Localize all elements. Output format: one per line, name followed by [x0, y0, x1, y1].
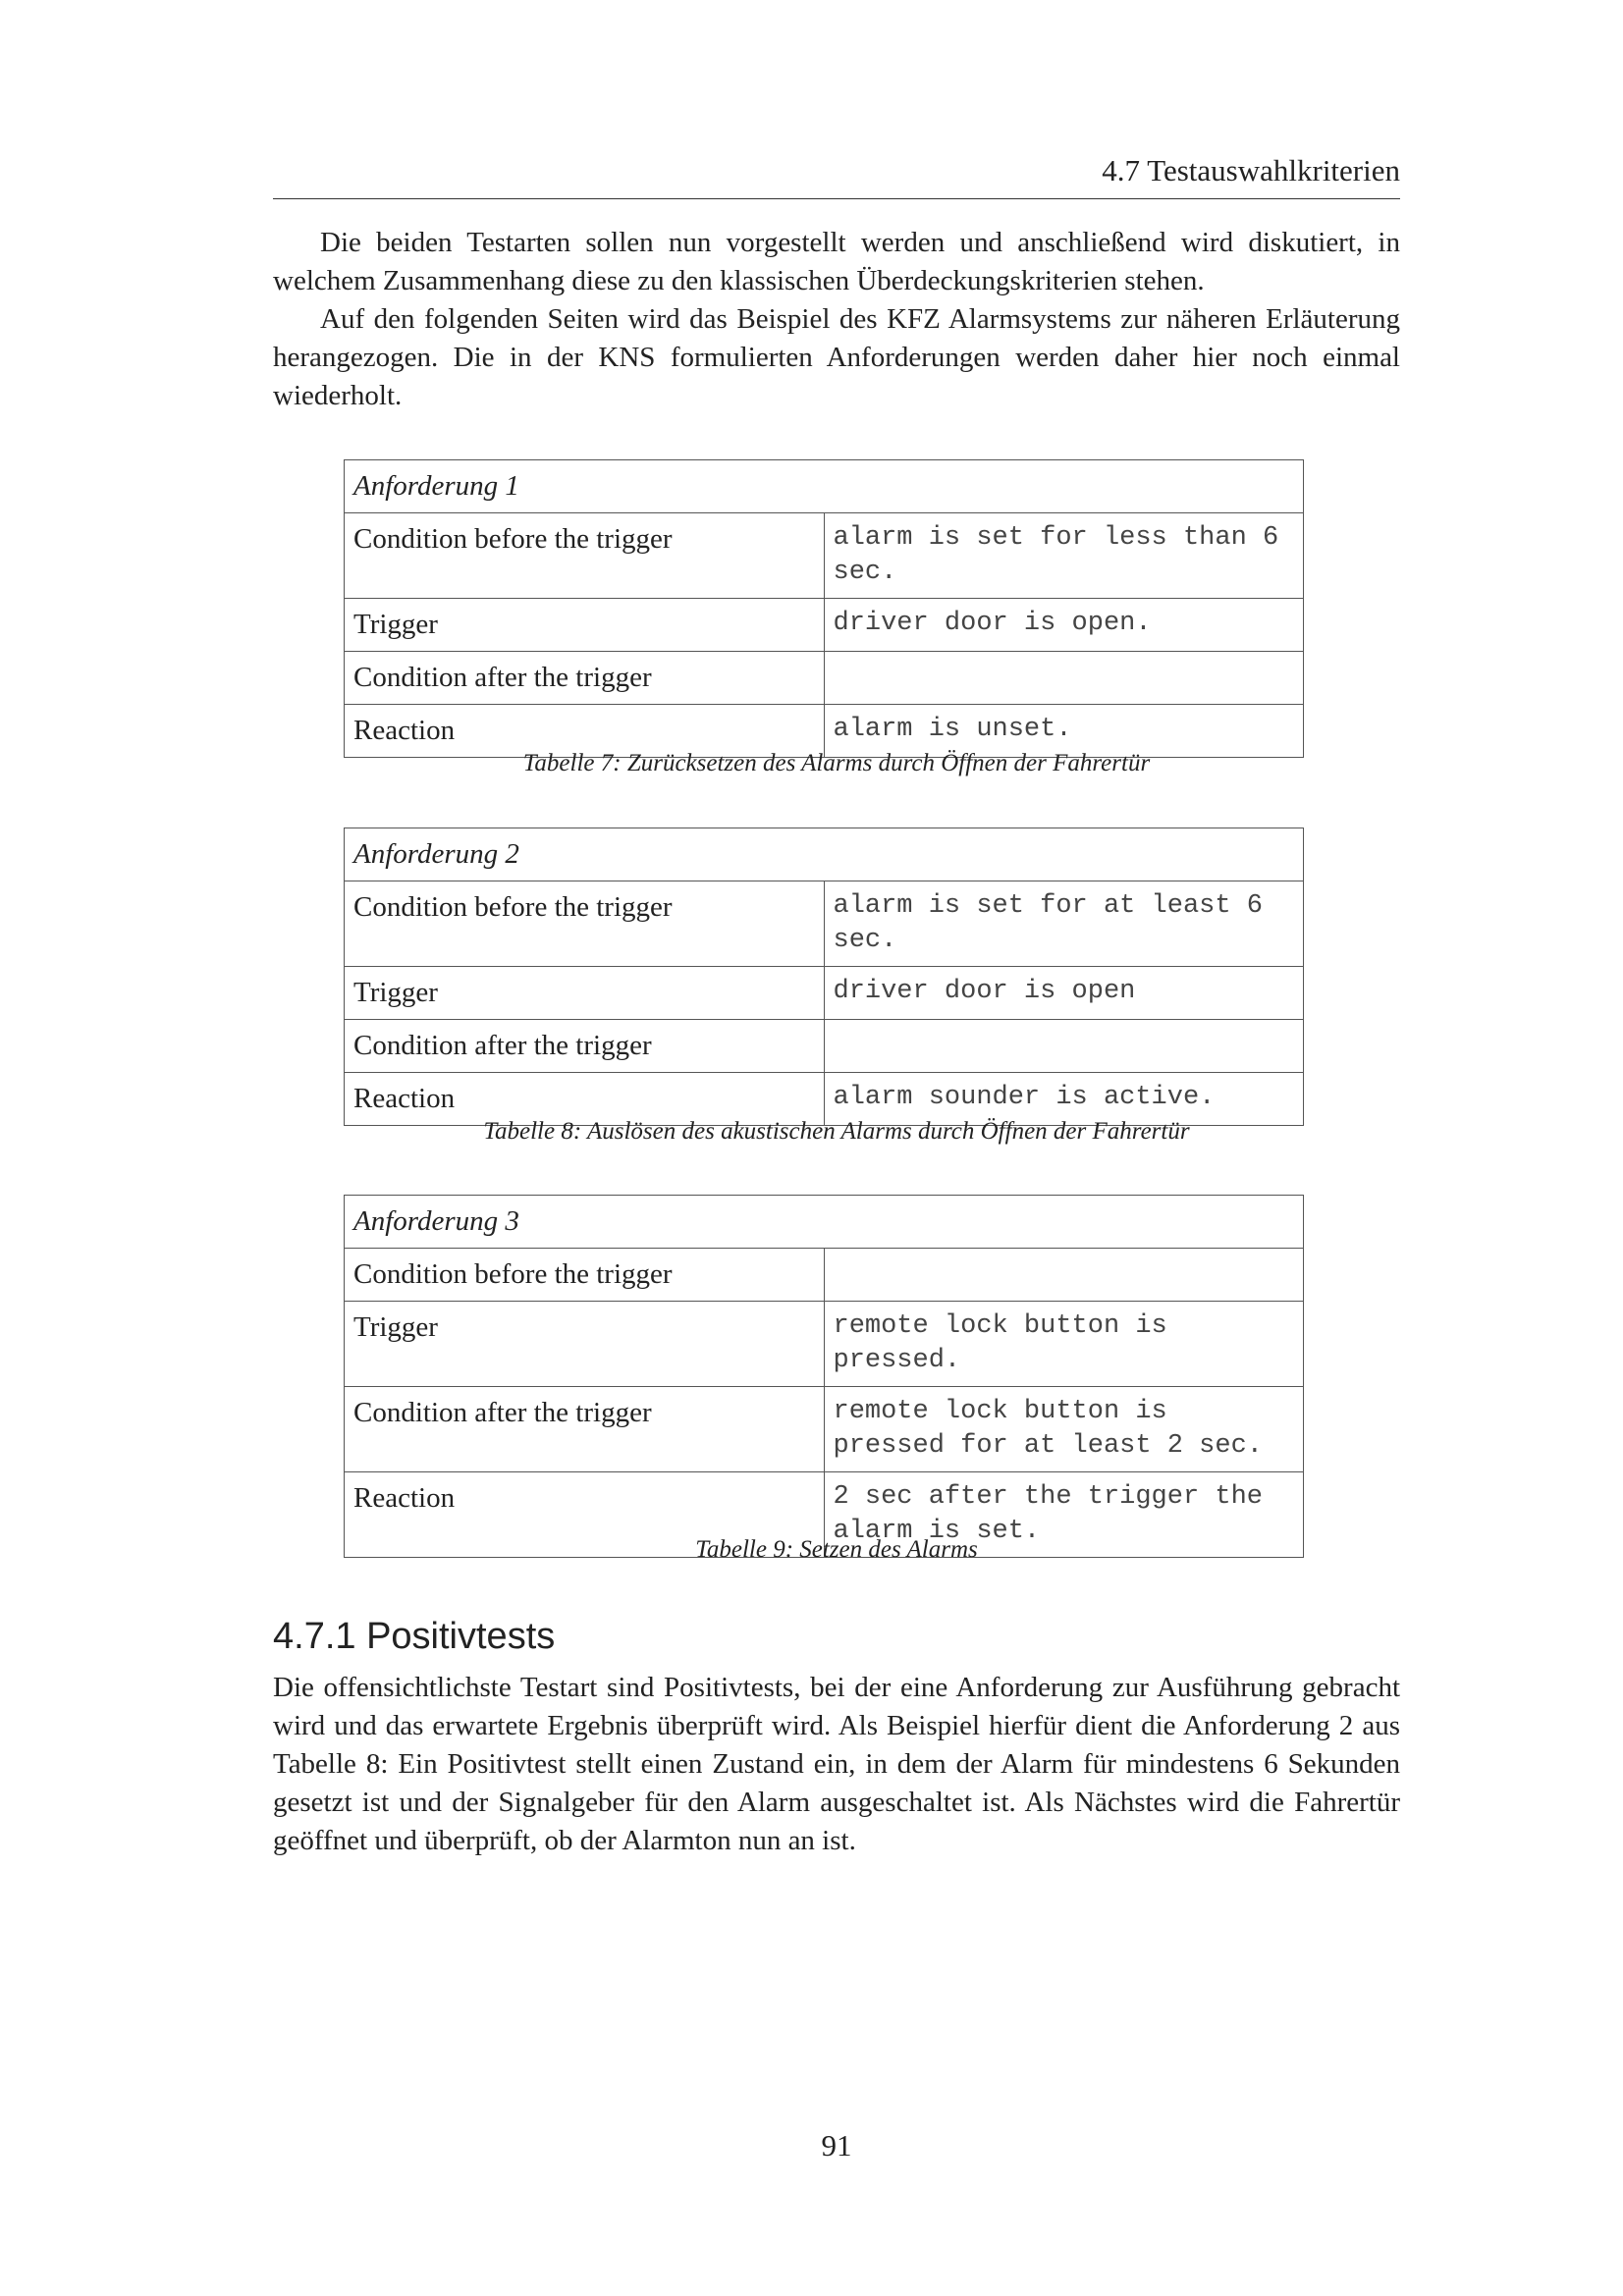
row-label: Condition before the trigger	[345, 881, 825, 967]
intro-paragraph-2: Auf den folgenden Seiten wird das Beispiel des KFZ Alarmsystems zur näheren Erläuterung herangezogen. Die in der KNS formulierten Anforderungen werden daher hier noch einmal wiederholt.	[273, 303, 1400, 411]
table-caption-9: Tabelle 9: Setzen des Alarms	[695, 1536, 978, 1563]
requirement-table-1	[344, 459, 1304, 758]
row-label: Trigger	[345, 1302, 825, 1387]
row-value: alarm is set for at least 6 sec.	[824, 881, 1304, 967]
row-value	[824, 1020, 1304, 1073]
row-label: Condition before the trigger	[345, 1249, 825, 1302]
row-label: Trigger	[345, 967, 825, 1020]
table-heading: Anforderung 1	[345, 460, 1304, 513]
row-label: Reaction	[345, 1073, 825, 1126]
row-value: remote lock button is pressed.	[824, 1302, 1304, 1387]
row-value: driver door is open.	[824, 599, 1304, 652]
row-value	[824, 652, 1304, 705]
row-label: Condition after the trigger	[345, 1387, 825, 1472]
row-value: alarm is set for less than 6 sec.	[824, 513, 1304, 599]
row-label: Reaction	[345, 1472, 825, 1558]
running-header: 4.7 Testauswahlkriterien	[273, 153, 1400, 199]
row-value	[824, 1249, 1304, 1302]
row-value: alarm is unset.	[824, 705, 1304, 758]
table-heading: Anforderung 3	[345, 1196, 1304, 1249]
section-heading: 4.7.1 Positivtests	[273, 1616, 556, 1657]
table-heading: Anforderung 2	[345, 828, 1304, 881]
row-value: remote lock button is pressed for at least 2 sec.	[824, 1387, 1304, 1472]
table-caption-7: Tabelle 7: Zurücksetzen des Alarms durch Öffnen der Fahrertür	[522, 750, 1151, 776]
requirement-table-2	[344, 828, 1304, 1126]
row-label: Reaction	[345, 705, 825, 758]
row-value: driver door is open	[824, 967, 1304, 1020]
row-value: alarm sounder is active.	[824, 1073, 1304, 1126]
page-number: 91	[821, 2128, 852, 2163]
row-label: Condition after the trigger	[345, 652, 825, 705]
row-label: Trigger	[345, 599, 825, 652]
section-paragraph: Die offensichtlichste Testart sind Positivtests, bei der eine Anforderung zur Ausführung gebracht wird und das erwartete Ergebnis überprüft wird. Als Beispiel hierfür dient die Anforderung 2 aus Tabelle 8: Ein Positivtest stellt einen Zustand ein, in dem der Alarm für mindestens 6 Sekunden gesetzt ist und der Signalgeber für den Alarm ausgeschaltet ist. Als Nächstes wird die Fahrertür geöffnet und überprüft, ob der Alarmton nun an ist.	[273, 1672, 1400, 1856]
intro-paragraph-1: Die beiden Testarten sollen nun vorgestellt werden und anschließend wird diskutiert, in welchem Zusammenhang diese zu den klassischen Überdeckungskriterien stehen.	[273, 227, 1400, 296]
table-caption-8: Tabelle 8: Auslösen des akustischen Alarms durch Öffnen der Fahrertür	[483, 1118, 1190, 1145]
row-label: Condition after the trigger	[345, 1020, 825, 1073]
requirement-table-3	[344, 1195, 1304, 1558]
row-value: 2 sec after the trigger the alarm is set.	[824, 1472, 1304, 1558]
row-label: Condition before the trigger	[345, 513, 825, 599]
